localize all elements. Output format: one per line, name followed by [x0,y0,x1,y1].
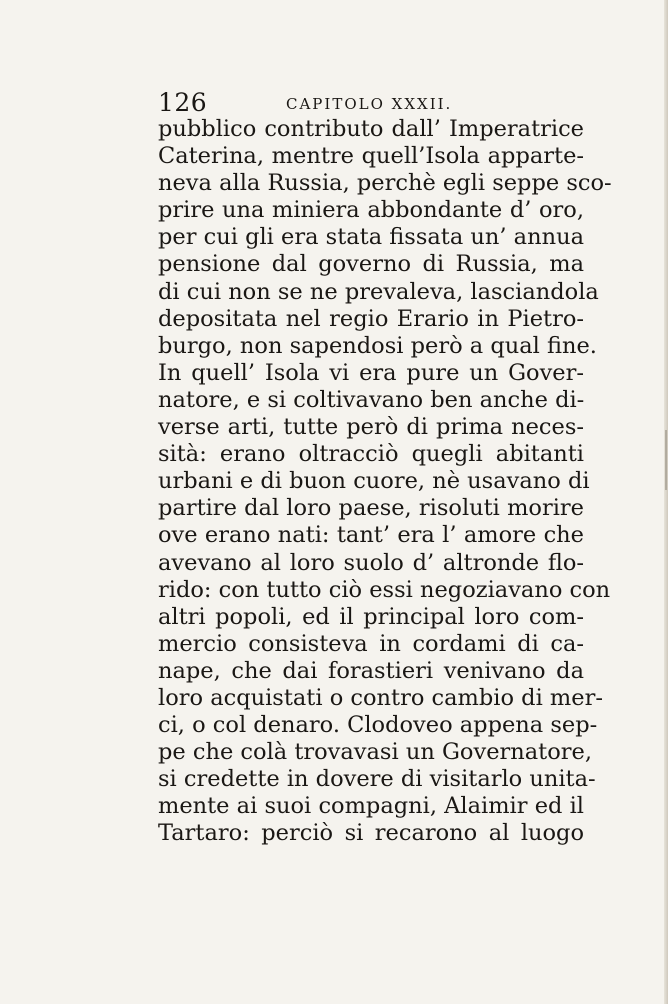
text-line: urbani e di buon cuore, nè usavano di [158,468,590,495]
text-line: depositata nel regio Erario in Pietro- [158,305,584,332]
text-line: rido: con tutto ciò essi negoziavano con [158,576,611,603]
text-line: mercio consisteva in cordami di ca- [158,630,584,657]
text-line: pensione dal governo di Russia, ma [158,251,584,278]
text-line: per cui gli era stata fissata un’ annua [158,224,584,251]
text-line: burgo, non sapendosi però a qual fine. [158,332,597,359]
text-line: di cui non se ne prevaleva, lasciandola [158,278,599,305]
text-line: si credette in dovere di visitarlo unita- [158,766,596,793]
page-header [158,86,578,120]
text-line: loro acquistati o contro cambio di mer- [158,684,603,711]
text-line: sità: erano oltracciò quegli abitanti [158,441,584,468]
page-edge-mark [665,430,667,490]
running-head: CAPITOLO XXXII. [286,95,453,113]
text-line: natore, e si coltivavano ben anche di- [158,386,585,413]
text-line: prire una miniera abbondante d’ oro, [158,197,584,224]
text-line: Tartaro: perciò si recarono al luogo [158,820,584,847]
text-line: avevano al loro suolo d’ altronde flo- [158,549,584,576]
text-line: nape, che dai forastieri venivano da [158,657,584,684]
text-line: verse arti, tutte però di prima neces- [158,414,584,441]
page-edge-shadow [664,0,668,1004]
text-line: ci, o col denaro. Clodoveo appena sep- [158,712,598,739]
text-line: ove erano nati: tant’ era l’ amore che [158,522,584,549]
text-line: neva alla Russia, perchè egli seppe sco- [158,170,612,197]
text-line: mente ai suoi compagni, Alaimir ed il [158,793,584,820]
body-text [158,116,612,848]
text-line: pubblico contributo dall’ Imperatrice [158,116,584,142]
text-line: In quell’ Isola vi era pure un Gover- [158,359,584,386]
text-line: partire dal loro paese, risoluti morire [158,495,584,522]
text-line: Caterina, mentre quell’Isola apparte- [158,143,584,170]
text-line: altri popoli, ed il principal loro com- [158,603,584,630]
text-line: pe che colà trovavasi un Governatore, [158,739,592,766]
page-number: 126 [158,88,208,117]
